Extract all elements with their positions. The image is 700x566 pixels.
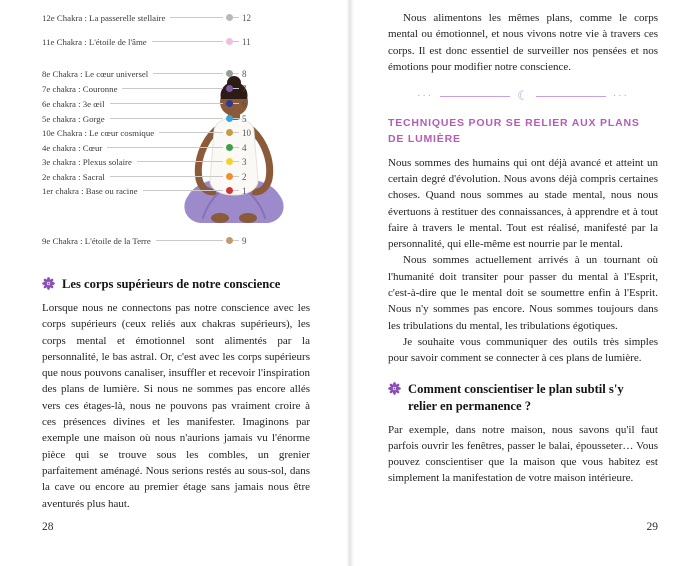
chakra-row <box>42 156 256 167</box>
flower-bullet-icon <box>388 382 401 395</box>
chakra-row <box>42 12 256 23</box>
chakra-connector-line <box>233 41 239 42</box>
divider-dots: ··· <box>612 90 629 102</box>
chakra-connector-line <box>159 132 223 133</box>
chakra-number: 7 <box>242 83 247 94</box>
chakra-label: 12e Chakra : La passerelle stellaire <box>42 12 166 23</box>
chakra-dot <box>226 38 233 45</box>
chakra-number: 10 <box>242 127 251 138</box>
paragraph: Nous sommes des humains qui ont déjà avancé et atteint un certain degré d'évolution. Nous avons déjà compris certaines choses. Quand nous sommes au stade mental, nous nous évertuons à restituer des connaissances, à apprendre et à tout faire à travers le mental. Tout est réalisé, manifesté par la personnalité, qui elle-même est nourrie par le mental. <box>388 156 658 251</box>
page-number: 29 <box>646 521 658 533</box>
chakra-connector-line <box>122 88 223 89</box>
chakra-label: 2e chakra : Sacral <box>42 171 105 182</box>
chakra-dot <box>226 115 233 122</box>
section-body: Lorsque nous ne connectons pas notre conscience avec les corps supérieurs (ceux reliés aux chakras supérieurs), les corps mental et émotionnel sont alimentés par la personnalité, le bas astral. Or, c'est avec les corps supérieurs que nous pouvons canaliser, insuffler et recevoir l'inspiration des plans de lumière. Si nous ne sommes pas encore allés vers ces étages-là, nous ne pouvons pas vraiment croire à ces présences divines et les manifester. Imaginons par exemple une maison où nous n'aurions jamais vu l'énorme pièce qui se trouve sous les combles, un grenier parfaitement aménagé. Nous serions restés au sous-sol, dans la cave ou encore au premier étage sans jamais nous être aventurés plus haut. <box>42 302 310 510</box>
chakra-connector-line <box>137 161 223 162</box>
page-number: 28 <box>42 521 54 533</box>
chakra-connector-line <box>233 73 239 74</box>
chakra-connector-line <box>152 41 223 42</box>
divider-line <box>536 96 606 97</box>
divider-dots: ··· <box>417 90 434 102</box>
chakra-row <box>42 98 256 109</box>
section-heading <box>42 276 310 293</box>
chakra-connector-line <box>110 103 223 104</box>
page-gutter <box>346 0 354 566</box>
chakra-number: 4 <box>242 142 247 153</box>
chakra-row <box>42 142 256 153</box>
chakra-connector-line <box>233 132 239 133</box>
chakra-number: 1 <box>242 185 247 196</box>
chakra-label: 7e chakra : Couronne <box>42 83 118 94</box>
chakra-number: 12 <box>242 12 251 23</box>
chakra-dot <box>226 158 233 165</box>
chakra-label: 8e Chakra : Le cœur universel <box>42 68 149 79</box>
chakra-dot <box>226 187 233 194</box>
chakra-diagram <box>42 0 256 256</box>
chakra-connector-line <box>143 190 224 191</box>
chakra-number: 9 <box>242 235 247 246</box>
chakra-connector-line <box>233 88 239 89</box>
chakra-dot <box>226 100 233 107</box>
chakra-connector-line <box>233 147 239 148</box>
section-heading <box>388 381 658 415</box>
chakra-row <box>42 83 256 94</box>
chakra-row <box>42 68 256 79</box>
chakra-connector-line <box>153 73 223 74</box>
section-title: Comment conscientiser le plan subtil s'y relier en permanence ? <box>408 381 624 413</box>
chakra-label: 6e chakra : 3e œil <box>42 98 105 109</box>
section-title: Les corps supérieurs de notre conscience <box>62 277 281 291</box>
chakra-row <box>42 113 256 124</box>
chakra-row <box>42 185 256 196</box>
chakra-connector-line <box>233 240 239 241</box>
chakra-label: 1er chakra : Base ou racine <box>42 185 138 196</box>
chakra-number: 8 <box>242 68 247 79</box>
chakra-number: 11 <box>242 36 251 47</box>
chakra-label: 11e Chakra : L'étoile de l'âme <box>42 36 147 47</box>
chakra-connector-line <box>107 147 223 148</box>
divider-line <box>440 96 510 97</box>
chakra-row <box>42 127 256 138</box>
chakra-dot <box>226 129 233 136</box>
chakra-number: 6 <box>242 98 247 109</box>
paragraph: Nous sommes actuellement arrivés à un tournant où l'humanité doit transiter pour passer du mental à l'Esprit, c'est-à-dire que le mental doit se soumettre enfin à l'Esprit. Nous n'y sommes pas encore. Nous sommes toujours dans les tribulations du mental, les tribulations égotiques. <box>388 254 658 332</box>
chakra-connector-line <box>170 17 223 18</box>
flower-bullet-icon <box>42 277 55 290</box>
intro-paragraph: Nous alimentons les mêmes plans, comme le corps mental ou émotionnel, et nous vivons notre vie à travers ces corps. Il est donc essentiel de surveiller nos pensées et nos émotions pour modifier notre conscience. <box>388 12 658 73</box>
right-page <box>350 0 700 566</box>
right-page-text-block <box>388 10 658 487</box>
chakra-dot <box>226 14 233 21</box>
chakra-connector-line <box>233 190 239 191</box>
chakra-dot <box>226 70 233 77</box>
section-body: Par exemple, dans notre maison, nous savons qu'il faut parfois ouvrir les fenêtres, passer le balai, épousseter… Vous pouvez conscientiser que la maison que vous habitez est simplement la manifestation de votre maison intérieure. <box>388 423 658 485</box>
chakra-connector-line <box>233 176 239 177</box>
chakra-dot <box>226 237 233 244</box>
paragraph: Je souhaite vous communiquer des outils très simples pour savoir comment se connecter à ces plans de lumière. <box>388 335 658 365</box>
chakra-label: 10e Chakra : Le cœur cosmique <box>42 127 155 138</box>
crescent-moon-icon: ☾ <box>517 88 529 104</box>
chakra-dot <box>226 85 233 92</box>
chakra-number: 2 <box>242 171 247 182</box>
chakra-connector-line <box>110 176 223 177</box>
chakra-label: 4e chakra : Cœur <box>42 142 103 153</box>
chakra-connector-line <box>156 240 223 241</box>
chapter-heading: TECHNIQUES POUR SE RELIER AUX PLANS DE LUMIÈRE <box>388 117 640 145</box>
left-page-text-block <box>42 276 310 512</box>
chakra-number: 5 <box>242 113 247 124</box>
chakra-label: 5e chakra : Gorge <box>42 113 105 124</box>
chakra-label: 3e chakra : Plexus solaire <box>42 156 132 167</box>
chakra-connector-line <box>233 103 239 104</box>
chakra-row <box>42 171 256 182</box>
chakra-connector-line <box>110 118 223 119</box>
chakra-connector-line <box>233 17 239 18</box>
chakra-connector-line <box>233 118 239 119</box>
chakra-row <box>42 36 256 47</box>
chakra-dot <box>226 144 233 151</box>
chakra-row <box>42 235 256 246</box>
section-divider <box>388 88 658 104</box>
chakra-label: 9e Chakra : L'étoile de la Terre <box>42 235 151 246</box>
chakra-dot <box>226 173 233 180</box>
chakra-connector-line <box>233 161 239 162</box>
chakra-number: 3 <box>242 156 247 167</box>
